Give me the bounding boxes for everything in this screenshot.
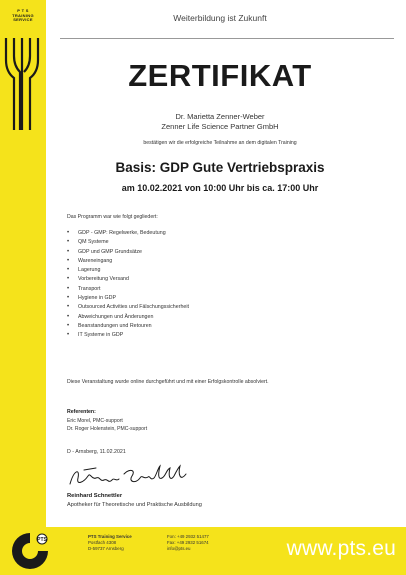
footer-phone: Fon: +49 2932 51477	[167, 534, 209, 539]
pts-seal-logo-icon	[8, 529, 52, 573]
footer-postbox: Postfach 4308	[88, 540, 117, 545]
footer-company: PTS Training Service	[88, 534, 132, 539]
footer-website-link[interactable]: www.pts.eu	[286, 537, 396, 560]
program-item: • IT Systeme in GDP	[67, 331, 189, 340]
program-item: • GDP - GMP: Regelwerke, Bedeutung	[67, 229, 189, 238]
program-item: • Outsourced Activities und Fälschungssicherheit	[67, 303, 189, 312]
program-item: • Wareneingang	[67, 257, 189, 266]
pts-logo-text	[8, 9, 38, 23]
bullet-icon: •	[67, 295, 70, 302]
confirmation-text: bestätigen wir die erfolgreiche Teilnahme an dem digitalen Training	[143, 140, 297, 146]
footer-contact	[167, 534, 209, 552]
bullet-icon: •	[67, 230, 70, 236]
logo-line-service: SERVICE	[13, 17, 33, 23]
program-item: • Vorbereitung Versand	[67, 275, 189, 284]
footer-address	[88, 534, 132, 552]
brand-sidebar	[0, 0, 46, 575]
footer-fax: Fax: +49 2932 51674	[167, 540, 209, 545]
bullet-icon: •	[67, 304, 70, 311]
bullet-icon: •	[67, 276, 70, 283]
conclusion-text: Diese Veranstaltung wurde online durchgeführt und mit einer Erfolgskontrolle absolviert.	[67, 379, 269, 385]
footer-city: D-59737 Arnsberg	[88, 546, 124, 551]
footer-bar	[0, 527, 406, 575]
bullet-icon: •	[67, 322, 70, 329]
program-list	[67, 229, 189, 341]
course-title: Basis: GDP Gute Vertriebspraxis	[115, 160, 325, 175]
header-divider	[60, 38, 394, 39]
bullet-icon: •	[67, 332, 70, 339]
participant-company: Zenner Life Science Partner GmbH	[161, 122, 279, 131]
reference-item: Eric Morel, PMC-support	[67, 418, 123, 424]
footer-email[interactable]: info@pts.eu	[167, 546, 191, 551]
svg-text:PTS: PTS	[37, 537, 47, 543]
program-item: • GDP und GMP Grundsätze	[67, 248, 189, 257]
program-item: • Beanstandungen und Retouren	[67, 322, 189, 331]
bullet-icon: •	[67, 239, 70, 246]
program-item: • Abweichungen und Änderungen	[67, 313, 189, 322]
header-tagline: Weiterbildung ist Zukunft	[173, 13, 267, 23]
bullet-icon: •	[67, 313, 70, 320]
bullet-icon: •	[67, 285, 70, 292]
certificate-title: ZERTIFIKAT	[128, 58, 312, 93]
handwritten-signature	[66, 462, 196, 492]
program-intro: Das Programm war wie folgt gegliedert:	[67, 214, 158, 220]
bullet-icon: •	[67, 267, 70, 274]
place-date: D - Arnsberg, 11.02.2021	[67, 449, 126, 455]
logo-line-training: TRAINING	[12, 12, 34, 18]
course-date: am 10.02.2021 von 10:00 Uhr bis ca. 17:00 Uhr	[121, 183, 319, 193]
pts-logo-lines-icon	[0, 38, 46, 130]
participant-name: Dr. Marietta Zenner-Weber	[175, 112, 265, 121]
signer-role: Apotheker für Theoretische und Praktische Ausbildung	[67, 502, 202, 508]
signer-name: Reinhard Schnettler	[67, 493, 123, 499]
program-item: • Transport	[67, 285, 189, 294]
program-item: • Hygiene in GDP	[67, 294, 189, 303]
bullet-icon: •	[67, 257, 70, 264]
program-item: • QM Systeme	[67, 238, 189, 247]
bullet-icon: •	[67, 248, 70, 255]
program-item: • Lagerung	[67, 266, 189, 275]
reference-item: Dr. Roger Holenstein, PMC-support	[67, 426, 148, 432]
references-heading: Referenten:	[67, 409, 96, 415]
logo-line-pts: P T S	[17, 8, 29, 13]
